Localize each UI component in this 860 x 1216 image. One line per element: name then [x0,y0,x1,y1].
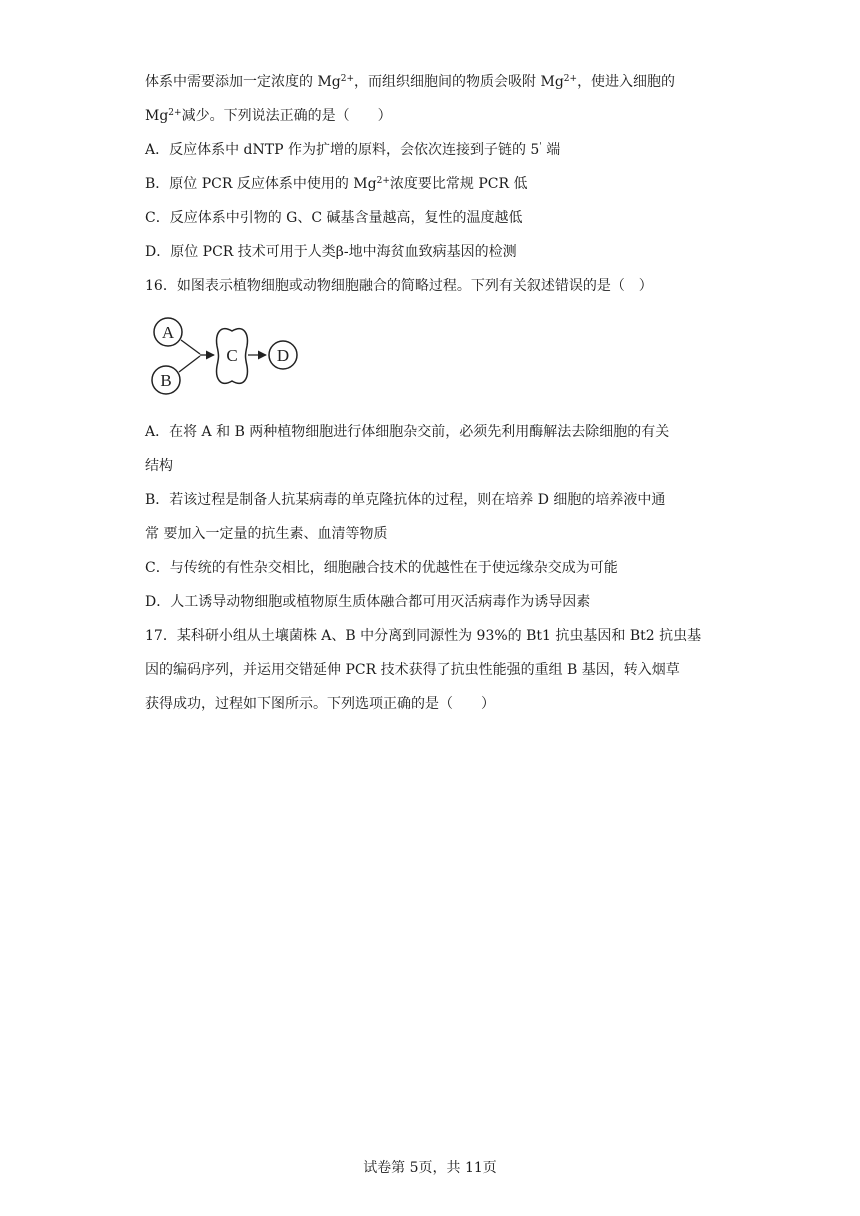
superscript: ' [539,142,542,152]
text: 体系中需要添加一定浓度的 Mg [145,74,341,90]
superscript: 2+ [376,176,390,186]
arrow-line-a [181,340,200,354]
arrow-line-b [179,356,200,372]
text: A．反应体系中 dNTP 作为扩增的原料，会依次连接到子链的 5 [145,142,540,158]
q16-option-c: C．与传统的有性杂交相比，细胞融合技术的优越性在于使远缘杂交成为可能 [145,560,618,576]
text: 减少。下列说法正确的是（ ） [181,108,392,124]
q15-line-2 [145,106,392,126]
text: B．原位 PCR 反应体系中使用的 Mg [145,176,377,192]
q16-option-b-line-2: 常 要加入一定量的抗生素、血清等物质 [145,526,388,542]
cell-fusion-diagram [148,314,308,398]
text: ，使进入细胞的 [577,74,676,90]
text: ，而组织细胞间的物质会吸附 Mg [354,74,564,90]
q17-line-2: 因的编码序列，并运用交错延伸 PCR 技术获得了抗虫性能强的重组 B 基因，转入烟草 [145,662,680,678]
cell-b-label: B [160,371,172,390]
text: 浓度要比常规 PCR 低 [389,176,528,192]
text: Mg [145,108,169,124]
q16-option-a-line-1: A．在将 A 和 B 两种植物细胞进行体细胞杂交前，必须先利用酶解法去除细胞的有关 [145,424,670,440]
cell-a-label: A [161,323,175,342]
q15-option-a [145,140,560,160]
q15-option-b [145,174,527,194]
q15-line-1 [145,72,675,92]
superscript: 2+ [563,74,578,84]
q15-option-c: C．反应体系中引物的 G、C 碱基含量越高，复性的温度越低 [145,210,523,226]
q16-option-b-line-1: B．若该过程是制备人抗某病毒的单克隆抗体的过程，则在培养 D 细胞的培养液中通 [145,492,666,508]
q16-stem: 16．如图表示植物细胞或动物细胞融合的简略过程。下列有关叙述错误的是（ ） [145,278,653,294]
cell-d-label: D [276,346,290,365]
superscript: 2+ [340,74,355,84]
superscript: 2+ [168,108,182,118]
page-footer: 试卷第 5页，共 11页 [363,1160,497,1176]
text: 端 [541,142,561,158]
q15-option-d: D．原位 PCR 技术可用于人类β-地中海贫血致病基因的检测 [145,244,517,260]
q16-option-a-line-2: 结构 [145,458,173,474]
q17-line-3: 获得成功，过程如下图所示。下列选项正确的是（ ） [145,696,495,712]
cell-c-label: C [226,346,238,365]
q16-option-d: D．人工诱导动物细胞或植物原生质体融合都可用灭活病毒作为诱导因素 [145,594,591,610]
q17-line-1: 17．某科研小组从土壤菌株 A、B 中分离到同源性为 93%的 Bt1 抗虫基因和 Bt2 抗虫基 [145,628,702,644]
